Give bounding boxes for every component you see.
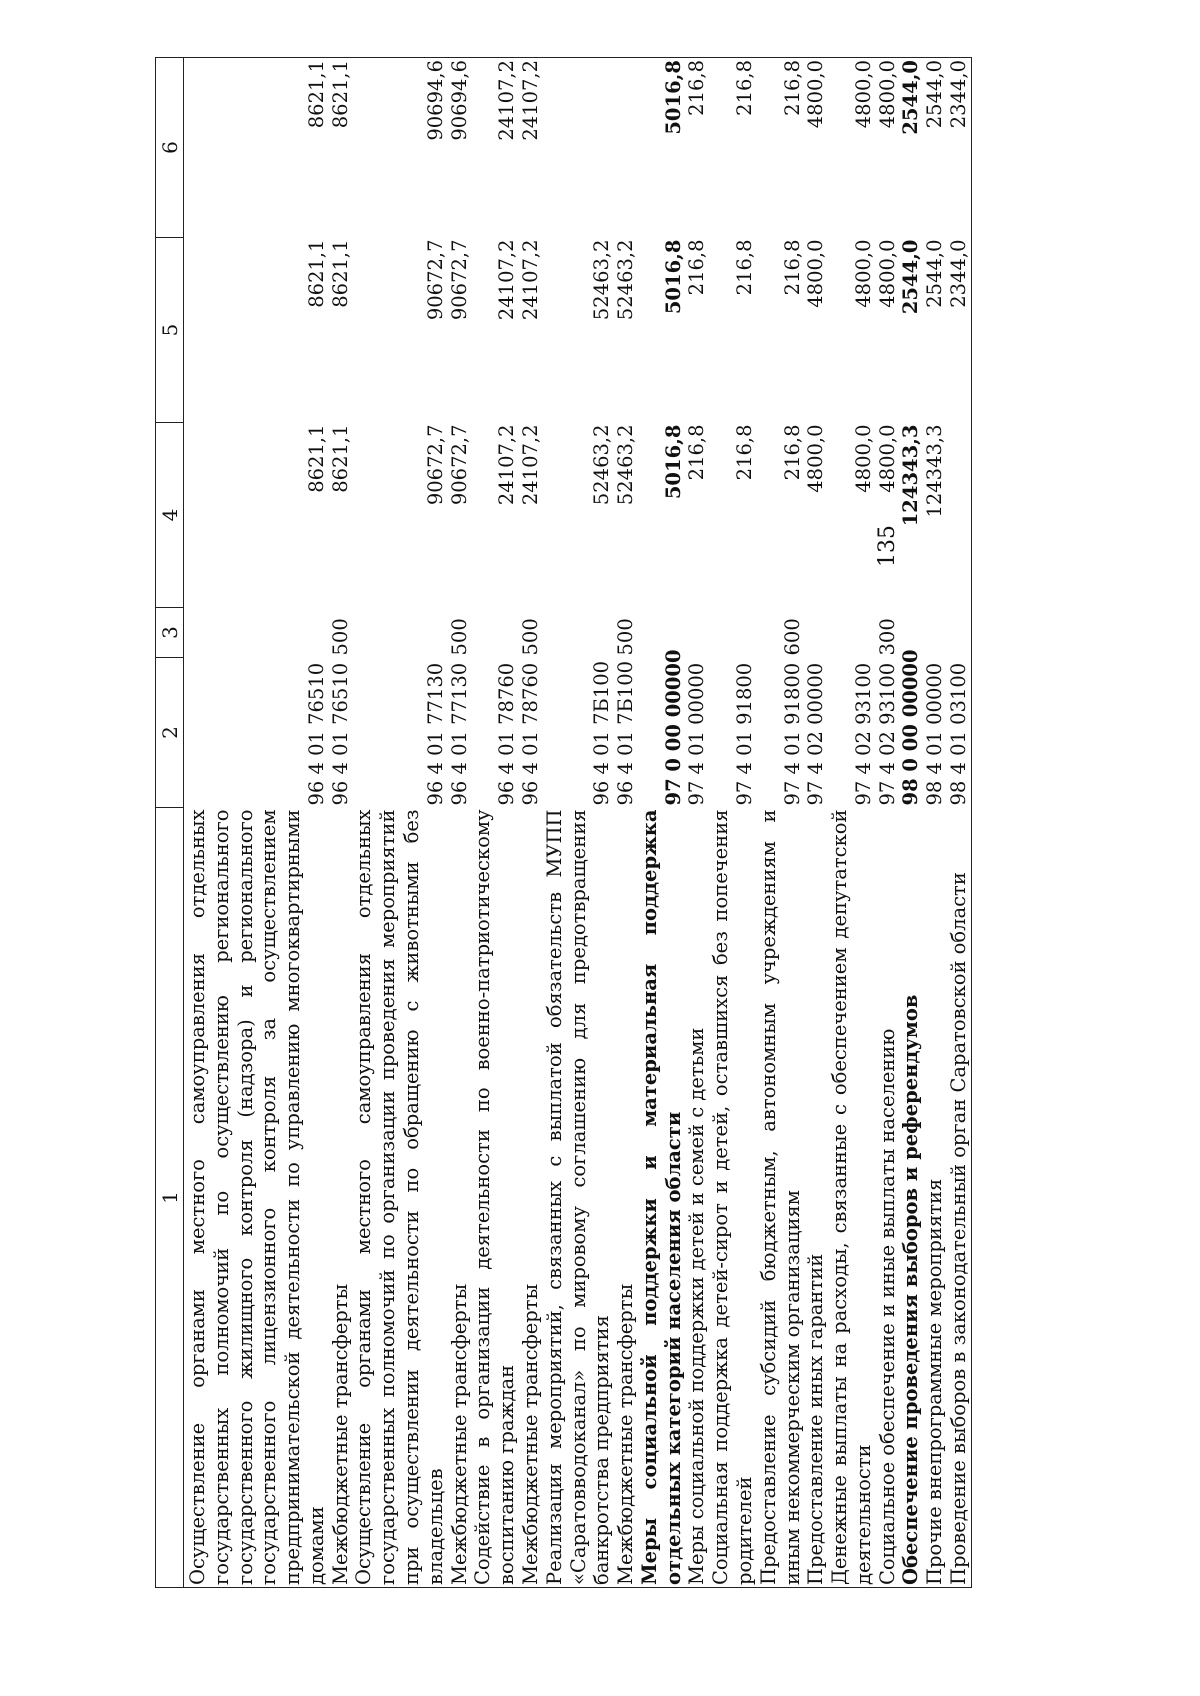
cell-expense-type: 500 [328,618,352,656]
cell-amount-col4: 124343,3 [899,424,923,527]
cell-description: Обеспечение проведения выборов и референдумов [899,994,923,1585]
cell-amount-col5: 4800,0 [875,239,899,308]
cell-description: Межбюджетные трансферты [328,1283,352,1585]
cell-amount-col4: 8621,1 [304,424,328,493]
cell-amount-col6: 216,8 [780,60,804,116]
cell-expense-type: 500 [447,618,471,656]
cell-amount-col6: 8621,1 [328,60,352,129]
table-row [804,58,828,1588]
cell-amount-col4: 4800,0 [804,424,828,493]
cell-amount-col6: 2544,0 [899,60,923,135]
cell-target-code: 96 4 01 76510 [304,662,328,806]
cell-description: Межбюджетные трансферты [447,1283,471,1585]
page-number: 135 [875,525,900,567]
table-row [543,58,614,1588]
cell-amount-col6: 24107,2 [495,60,519,141]
cell-description: Социальная поддержка детей-сирот и детей, оставшихся без попечения родителей [709,809,756,1585]
cell-description: Предоставление субсидий бюджетным, автономным учреждениям и иным некоммерческим организациям [756,809,804,1585]
cell-amount-col5: 2344,0 [947,239,970,308]
cell-description: Социальное обеспечение и иные выплаты населению [875,1028,899,1585]
cell-amount-col5: 8621,1 [328,239,352,308]
cell-amount-col4: 90672,7 [423,424,447,506]
table-row [448,58,472,1588]
cell-amount-col6: 90694,6 [447,60,471,141]
cell-expense-type [804,608,828,658]
table-row [519,58,543,1588]
table-row [685,58,709,1588]
cell-amount-col6: 2344,0 [947,60,970,129]
cell-target-code: 96 4 01 78760 [518,662,542,806]
cell-expense-type [709,608,757,658]
column-header-2: 2 [156,658,184,808]
cell-target-code: 97 4 01 00000 [685,662,709,806]
table-row [923,58,947,1588]
table-header [156,58,184,1588]
cell-amount-col6 [614,58,638,238]
cell-amount-col4: 4800,0 [851,424,875,493]
table-row [899,58,923,1588]
table-row [352,58,447,1588]
cell-target-code: 97 0 00 00000 [661,649,685,806]
cell-expense-type [184,608,329,658]
table-row [828,58,876,1588]
cell-amount-col5: 90672,7 [423,239,447,321]
cell-amount-col6: 4800,0 [851,60,875,129]
table-body [184,58,972,1588]
cell-expense-type [923,608,947,658]
cell-expense-type [471,608,519,658]
cell-amount-col5: 2544,0 [899,239,923,315]
table-row [757,58,805,1588]
cell-amount-col4: 24107,2 [518,424,542,506]
cell-amount-col5: 24107,2 [495,239,519,321]
cell-amount-col5: 24107,2 [518,239,542,321]
table-row [184,58,329,1588]
cell-expense-type [947,608,971,658]
cell-amount-col4: 52463,2 [614,424,638,506]
cell-expense-type: 600 [780,618,804,656]
cell-amount-col4: 216,8 [732,424,756,481]
table-row [614,58,638,1588]
cell-amount-col5: 216,8 [685,239,709,296]
cell-amount-col4 [947,423,971,608]
cell-amount-col5: 4800,0 [851,239,875,308]
cell-amount-col6 [543,58,614,238]
cell-description: Предоставление иных гарантий [804,1253,828,1585]
cell-expense-type [543,608,614,658]
cell-target-code: 97 4 01 91800 [732,662,756,806]
cell-target-code: 97 4 02 93100 [875,662,899,806]
cell-amount-col6: 216,8 [732,60,756,116]
cell-expense-type: 500 [614,618,638,656]
column-header-1: 1 [156,808,184,1588]
cell-target-code: 96 4 01 7Б100 [614,660,638,806]
table-row [709,58,757,1588]
cell-amount-col6: 216,8 [685,60,709,116]
cell-amount-col6: 4800,0 [875,60,899,129]
cell-amount-col5: 216,8 [732,239,756,296]
cell-amount-col5: 8621,1 [304,239,328,308]
cell-target-code: 96 4 01 78760 [495,662,519,806]
cell-amount-col4: 216,8 [780,424,804,481]
column-header-4: 4 [156,423,184,608]
cell-amount-col4: 52463,2 [590,424,614,506]
cell-amount-col6: 2544,0 [923,60,947,129]
cell-amount-col4: 5016,8 [661,424,685,500]
cell-expense-type [828,608,876,658]
cell-target-code: 97 4 02 93100 [851,662,875,806]
cell-amount-col6: 90694,6 [423,60,447,141]
cell-target-code: 98 4 01 00000 [923,662,947,806]
cell-description: Содействие в организации деятельности по военно-патриотическому воспитанию граждан [471,809,519,1585]
cell-target-code: 96 4 01 77130 [423,662,447,806]
cell-amount-col6: 4800,0 [804,60,828,129]
cell-amount-col6: 8621,1 [304,60,328,129]
cell-description: Меры социальной поддержки и материальная поддержка отдельных категорий населения области [637,809,685,1585]
cell-target-code: 97 4 02 00000 [804,662,828,806]
column-header-6: 6 [156,58,184,238]
cell-amount-col4: 8621,1 [328,424,352,493]
cell-expense-type [685,608,709,658]
table-row [876,58,900,1588]
cell-target-code: 98 0 00 00000 [899,649,923,806]
cell-description: Межбюджетные трансферты [614,1283,638,1585]
cell-amount-col4: 90672,7 [447,424,471,506]
cell-description: Осуществление органами местного самоуправления отдельных государственных полномочий по осуществлению регионального государственного жилищного контроля (надзора) и регионального государственного лицензионного контроля за осуществлением предпринимательской деятельности по управлению многоквартирными домами [186,809,328,1585]
table-row [638,58,686,1588]
table-row [329,58,353,1588]
cell-description: Прочие внепрограммные мероприятия [923,1178,947,1585]
cell-amount-col5: 5016,8 [661,239,685,315]
cell-amount-col6: 24107,2 [518,60,542,141]
cell-amount-col4: 4800,0 [875,424,899,493]
table-row [471,58,519,1588]
cell-amount-col5: 2544,0 [923,239,947,308]
cell-expense-type: 500 [518,618,542,656]
cell-amount-col4: 24107,2 [495,424,519,506]
column-header-5: 5 [156,238,184,423]
budget-table [155,57,972,1588]
cell-description: Денежные выплаты на расходы, связанные с обеспечением депутатской деятельности [828,809,875,1585]
cell-amount-col4: 216,8 [685,424,709,481]
cell-description: Проведение выборов в законодательный орган Саратовской области [947,872,970,1585]
cell-expense-type: 300 [875,618,899,656]
column-header-3: 3 [156,608,184,658]
cell-expense-type [352,608,447,658]
cell-description: Меры социальной поддержки детей и семей с детьми [685,1027,709,1585]
cell-amount-col5: 90672,7 [447,239,471,321]
cell-amount-col5: 52463,2 [614,239,638,321]
cell-amount-col5: 4800,0 [804,239,828,308]
cell-target-code: 96 4 01 76510 [328,662,352,806]
cell-description: Межбюджетные трансферты [518,1283,542,1585]
cell-amount-col6: 5016,8 [661,60,685,135]
cell-target-code: 97 4 01 91800 [780,662,804,806]
cell-description: Реализация мероприятий, связанных с выплатой обязательств МУПП «Саратовводоканал» по мировому соглашению для предотвращения банкротства предприятия [542,809,614,1585]
cell-target-code: 96 4 01 77130 [447,662,471,806]
cell-amount-col5: 216,8 [780,239,804,296]
table-row [947,58,971,1588]
cell-target-code: 96 4 01 7Б100 [590,660,614,806]
cell-amount-col5: 52463,2 [590,239,614,321]
cell-target-code: 98 4 01 03100 [947,662,970,806]
cell-description: Осуществление органами местного самоуправления отдельных государственных полномочий по организации проведения мероприятий при осуществлении деятельности по обращению с животными без владельцев [352,809,447,1585]
cell-amount-col4: 124343,3 [923,424,947,518]
